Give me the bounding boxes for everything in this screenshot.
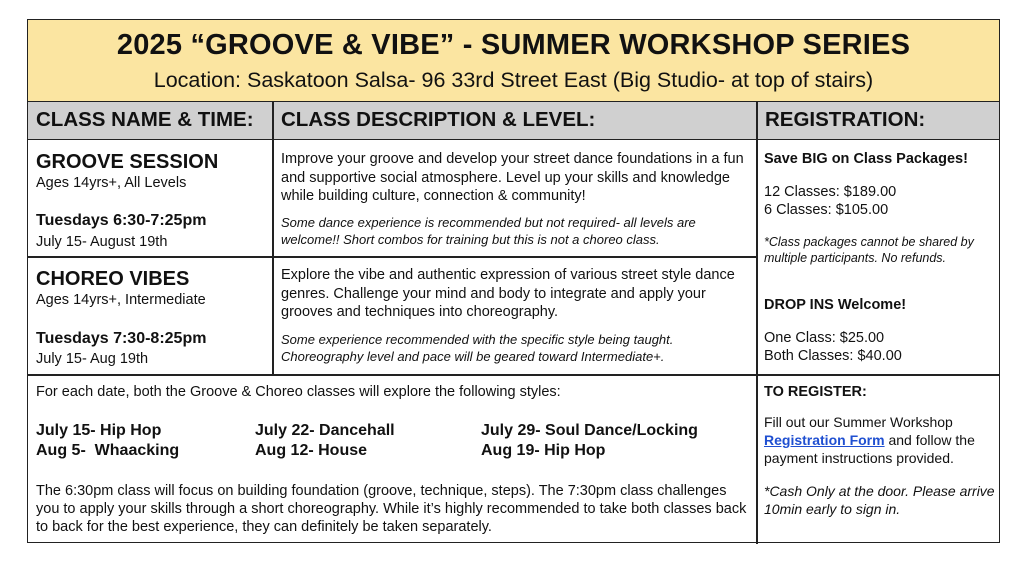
- divider-col2: [756, 102, 758, 544]
- package-note: *Class packages cannot be shared by multiple participants. No refunds.: [764, 235, 974, 265]
- style-date-item: July 15- Hip Hop: [36, 422, 162, 439]
- registration-form-link[interactable]: Registration Form: [764, 432, 885, 448]
- divider-row-schedule: [28, 374, 999, 376]
- class-note: Some dance experience is recommended but not required- all levels are welcome!! Short combos for training but this is not a choreo class.: [281, 215, 696, 247]
- divider-col1: [272, 102, 274, 375]
- class-time: Tuesdays 7:30-8:25pm: [36, 330, 207, 347]
- class-choreo-vibes: [36, 268, 206, 309]
- class-description-cell: [281, 266, 751, 322]
- class-dates: July 15- Aug 19th: [36, 351, 149, 367]
- divider-row-classes: [28, 256, 757, 258]
- to-register-instructions: [764, 413, 996, 467]
- class-note-cell: [281, 331, 751, 365]
- class-note-cell: [281, 214, 751, 248]
- style-date-item: Aug 5- Whaacking: [36, 442, 180, 459]
- to-register-post: and follow the payment instructions provided.: [764, 432, 975, 466]
- package-note-cell: [764, 234, 996, 266]
- style-date-item: July 29- Soul Dance/Locking: [481, 422, 698, 439]
- class-level: Ages 14yrs+, All Levels: [36, 175, 187, 191]
- flyer-header: [28, 20, 999, 102]
- to-register-text: [764, 413, 996, 467]
- class-name: GROOVE SESSION: [36, 151, 219, 173]
- column-header-registration: REGISTRATION:: [765, 108, 926, 131]
- flyer-title: 2025 “GROOVE & VIBE” - SUMMER WORKSHOP SERIES: [116, 29, 911, 61]
- class-dates: July 15- August 19th: [36, 234, 168, 250]
- class-description: Improve your groove and develop your street dance foundations in a fun and supportive social atmosphere. Level up your skills and knowledge while building culture, connection & community!: [281, 151, 744, 204]
- cash-note: *Cash Only at the door. Please arrive 10min early to sign in.: [764, 483, 995, 517]
- cash-note-cell: [764, 482, 996, 518]
- style-date-item: Aug 19- Hip Hop: [481, 442, 606, 459]
- class-level: Ages 14yrs+, Intermediate: [36, 292, 206, 308]
- schedule-closing: The 6:30pm class will focus on building foundation (groove, technique, steps). The 7:30pm class challenges you to apply your skills through a short choreography. While it’s highly recommended to take both classes back to back for the best experience, they can definitely be taken separately.: [36, 483, 747, 535]
- class-name: CHOREO VIBES: [36, 268, 190, 290]
- package-6-classes: 6 Classes: $105.00: [764, 202, 889, 218]
- style-date-item: July 22- Dancehall: [255, 422, 395, 439]
- dropins-heading: DROP INS Welcome!: [764, 297, 907, 313]
- dropin-one-class: One Class: $25.00: [764, 330, 885, 346]
- class-description: Explore the vibe and authentic expression of various street style dance genres. Challenge your mind and body to integrate and apply your grooves and techniques into choreography.: [281, 267, 735, 320]
- package-12-classes: 12 Classes: $189.00: [764, 184, 897, 200]
- packages-heading: Save BIG on Class Packages!: [764, 151, 968, 167]
- class-groove-session: [36, 151, 218, 192]
- flyer-location: Location: Saskatoon Salsa- 96 33rd Street East (Big Studio- at top of stairs): [153, 68, 874, 92]
- column-header-row: [28, 102, 999, 140]
- schedule-closing-cell: [36, 482, 752, 536]
- class-time: Tuesdays 6:30-7:25pm: [36, 212, 207, 229]
- class-description-cell: [281, 150, 751, 206]
- style-date-item: Aug 12- House: [255, 442, 368, 459]
- schedule-intro: For each date, both the Groove & Choreo classes will explore the following styles:: [36, 384, 561, 400]
- column-header-description: CLASS DESCRIPTION & LEVEL:: [281, 108, 596, 131]
- workshop-flyer: [27, 19, 1000, 543]
- column-header-class-name: CLASS NAME & TIME:: [36, 108, 254, 131]
- class-note: Some experience recommended with the specific style being taught. Choreography level and pace will be geared toward Intermediate+.: [281, 332, 674, 364]
- to-register-pre: Fill out our Summer Workshop: [764, 414, 953, 430]
- to-register-heading: TO REGISTER:: [764, 384, 867, 400]
- dropin-both-classes: Both Classes: $40.00: [764, 348, 902, 364]
